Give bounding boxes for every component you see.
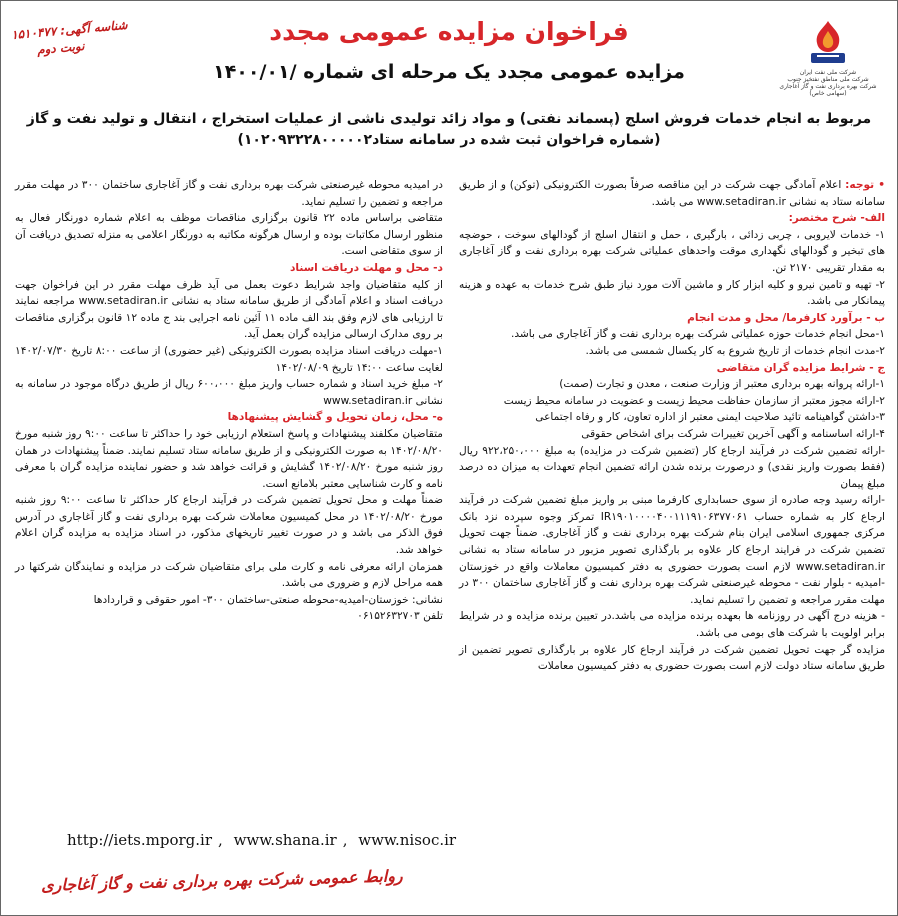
section-a-item: ۲- تهیه و تامین نیرو و کلیه ابزار کار و ماشین آلات مورد نیاز طبق شرح خدمات به عهده و هزینه پیمانکار می باشد. [459, 278, 885, 308]
section-d-item: ۲- مبلغ خرید اسناد و شماره حساب واریز مبلغ ۶۰۰،۰۰۰ ریال از طریق درگاه موجود در سامانه به نشانی www.setadiran.ir [15, 378, 443, 407]
public-relations-signature: روابط عمومی شرکت بهره برداری نفت و گاز آغاجاری [40, 866, 403, 895]
description-line: مربوط به انجام خدمات فروش اسلج (پسماند نفتی) و مواد زائد تولیدی ناشی از عملیات استخراج ، انتقال و تولید نفت و گاز [26, 111, 872, 127]
section-b-item: ۱-محل انجام خدمات حوزه عملیاتی شرکت بهره برداری نفت و گاز آغاجاری می باشد. [510, 328, 885, 341]
company-line: شرکت ملی نفت ایران [799, 69, 857, 76]
address-line: نشانی: خوزستان-امیدیه-محوطه صنعتی-ساختمان ۳۰۰- امور حقوقی و قراردادها [93, 593, 443, 606]
section-c-item: ۲-ارائه مجوز معتبر از سازمان حفاظت محیط زیست و عضویت در سامانه محیط زیست [503, 394, 885, 407]
section-c-item: ۱-ارائه پروانه بهره برداری معتبر از وزارت صنعت ، معدن و تجارت (صمت) [559, 378, 885, 391]
website-link[interactable]: www.nisoc.ir [358, 831, 457, 849]
section-b-item: ۲-مدت انجام خدمات از تاریخ شروع به کار یکسال شمسی می باشد. [585, 344, 885, 357]
right-column [459, 177, 885, 675]
section-e-item: ضمناً مهلت و محل تحویل تضمین شرکت در فرآیند ارجاع کار حداکثر تا ساعت ۹:۰۰ روز شنبه مورخ ۱۴۰۲/۰۸/۲۰ در محل کمیسیون معاملات شرکت بهره برداری نفت و گاز آغاجاری در آدرس فوق الذکر می باشد و در صورت تغییر تاریخهای مذکور، در اسناد مزایده به مزایده گران اعلام خواهد شد. [15, 494, 443, 557]
notice-turn: نوبت دوم [36, 38, 85, 58]
page-title: فراخوان مزایده عمومی مجدد [269, 17, 629, 46]
registration-number-line: (شماره فراخوان ثبت شده در سامانه ستاد۱۰۲۰۹۳۲۲۸۰۰۰۰۰۲) [237, 132, 661, 148]
section-d-item: ۱-مهلت دریافت اسناد مزایده بصورت الکترونیکی (غیر حضوری) از ساعت ۸:۰۰ تاریخ ۱۴۰۲/۰۷/۳۰ لغایت ساعت ۱۴:۰۰ تاریخ ۱۴۰۲/۰۸/۰۹ [15, 344, 443, 374]
phone-line: تلفن ۰۶۱۵۲۶۳۲۷۰۳ [357, 610, 443, 623]
section-heading-e: ه- محل، زمان تحویل و گشایش پیشنهادها [227, 411, 443, 424]
section-heading-b: ب - برآورد کارفرما/ محل و مدت انجام [687, 311, 885, 324]
company-line: شرکت ملی مناطق نفتخیز جنوب [787, 76, 869, 83]
left-paragraph: در امیدیه محوطه غیرصنعتی شرکت بهره برداری نفت و گاز آغاجاری ساختمان ۳۰۰ در مهلت مقرر مراجعه و تضمین را تسلیم نماید. [15, 179, 443, 208]
website-link[interactable]: www.shana.ir [233, 831, 337, 849]
note-label: • توجه: [845, 179, 886, 191]
note-paragraph [459, 177, 885, 210]
section-d-item: از کلیه متقاضیان واجد شرایط دعوت بعمل می آید ظرف مهلت مقرر در این فراخوان جهت دریافت اسناد و اعلام آمادگی از طریق سامانه ستاد به نشانی www.setadiran.ir مراجعه نمایند تا ارزیابی های لازم وفق بند الف ماده ۱۱ آئین نامه اجرایی بند ج ماده ۱۲ قانون برگزاری مناقصات بر روی مدارک ارسالی مزایده گران بعمل آید. [15, 278, 443, 341]
section-c-item: -ارائه رسید وجه صادره از سوی حسابداری کارفرما مبنی بر واریز مبلغ تضمین شرکت در فرآیند ارجاع کار به شماره حساب IR۱۹۰۱۰۰۰۰۴۰۰۱۱۱۹۱۰۶۳۷۷۰۶۱ تمرکز وجوه سپرده نزد بانک مرکزی جمهوری اسلامی ایران بنام شرکت بهره برداری نفت و گاز آغاجاری. ضمناً جهت تحویل تضمین شرکت در فرایند ارجاع کار علاوه بر بارگذاری تصویر مزبور در سامانه ستاد به نشانی www.setadiran.ir لازم است بصورت حضوری به دفتر کمیسیون معاملات واقع در خوزستان -امیدیه - بلوار نفت - محوطه غیرصنعتی شرکت بهره برداری نفت و گاز آغاجاری ساختمان ۳۰۰ در مهلت مقرر مراجعه و تضمین را تسلیم نماید. [459, 494, 886, 606]
company-line: شرکت بهره برداری نفت و گاز آغاجاری (سهامی خاص) [779, 83, 877, 97]
left-paragraph: متقاضی براساس ماده ۲۲ قانون برگزاری مناقصات موظف به اعلام شماره دورنگار فعال به منظور ارسال مکاتبات بوده و ارسال هرگونه مکاتبه به دورنگار اعلامی به منزله تصدیق دریافت آن از سوی متقاضی است. [15, 212, 443, 258]
section-heading-c: ج - شرایط مزایده گران متقاضی [716, 361, 885, 374]
section-heading-a: الف- شرح مختصر: [788, 212, 885, 225]
section-c-item: ۳-داشتن گواهینامه تائید صلاحیت ایمنی معتبر از اداره تعاون، کار و رفاه اجتماعی [535, 411, 885, 424]
auction-description [17, 109, 881, 151]
section-c-item: - هزینه درج آگهی در روزنامه ها بعهده برنده مزایده می باشد.در تعیین برنده مزایده و در شرایط برابر اولویت با شرکت های بومی می باشد. [459, 610, 885, 640]
section-heading-d: د- محل و مهلت دریافت اسناد [289, 261, 443, 274]
section-c-item: -ارائه تضمین شرکت در فرآیند ارجاع کار (تضمین شرکت در مزایده) به مبلغ ۹۲۲،۲۵۰،۰۰۰ ریال (فقط بصورت واریز نقدی) و درصورت برنده شدن ارائه تضمین انجام تعهدات به میزان ده درصد مبلغ پیمان [459, 444, 886, 490]
left-column [15, 177, 443, 625]
section-c-item: مزایده گر جهت تحویل تضمین شرکت در فرآیند ارجاع کار علاوه بر بارگذاری تصویر تضمین از طریق سامانه ستاد دولت لازم است بصورت حضوری به دفتر کمیسیون معاملات [459, 643, 885, 673]
company-name-lines [773, 69, 883, 97]
section-a-item: ۱- خدمات لایروبی ، چربی زدائی ، بارگیری ، حمل و انتقال اسلج از گودالهای سوخت ، حوضچه های تبخیر و گودالهای نگهداری موقت واحدهای عملیاتی شرکت بهره برداری نفت و گاز آغاجاری به مقدار تقریبی ۲۱۷۰ تن. [459, 228, 885, 274]
auction-number-title: مزایده عمومی مجدد یک مرحله ای شماره /۱۴۰۰/۰۱ [213, 61, 685, 83]
note-text: اعلام آمادگی جهت شرکت در این مناقصه صرفاً بصورت الکترونیکی (توکن) و از طریق سامانه ستاد به نشانی www.setadiran.ir می باشد. [459, 179, 885, 208]
section-e-item: همزمان ارائه معرفی نامه و کارت ملی برای متقاضیان شرکت در مزایده و نمایندگان شرکتها در همه مراحل لازم و ضروری می باشد. [15, 560, 443, 590]
website-link[interactable]: http://iets.mporg.ir [67, 831, 213, 849]
section-c-item: ۴-ارائه اساسنامه و آگهی آخرین تغییرات شرکت برای اشخاص حقوقی [581, 427, 885, 440]
website-links: http://iets.mporg.ir , www.shana.ir , www.nisoc.ir [67, 831, 457, 849]
notice-id: شناسه آگهی: ۱۵۱۰۴۷۷ [10, 17, 129, 43]
section-e-item: متقاضیان مکلفند پیشنهادات و پاسخ استعلام ارزیابی خود را حداکثر تا ساعت ۹:۰۰ روز شنبه مورخ ۱۴۰۲/۰۸/۲۰ به صورت الکترونیکی و از طریق سامانه ستاد تسلیم نمایند. ضمناً پیشنهادات در همان روز شنبه مورخ ۱۴۰۲/۰۸/۲۰ گشایش و قرائت خواهد شد و حضور نماینده مزایده گران با معرفی نامه و کارت شناسایی معتبر بلامانع است. [15, 427, 443, 490]
